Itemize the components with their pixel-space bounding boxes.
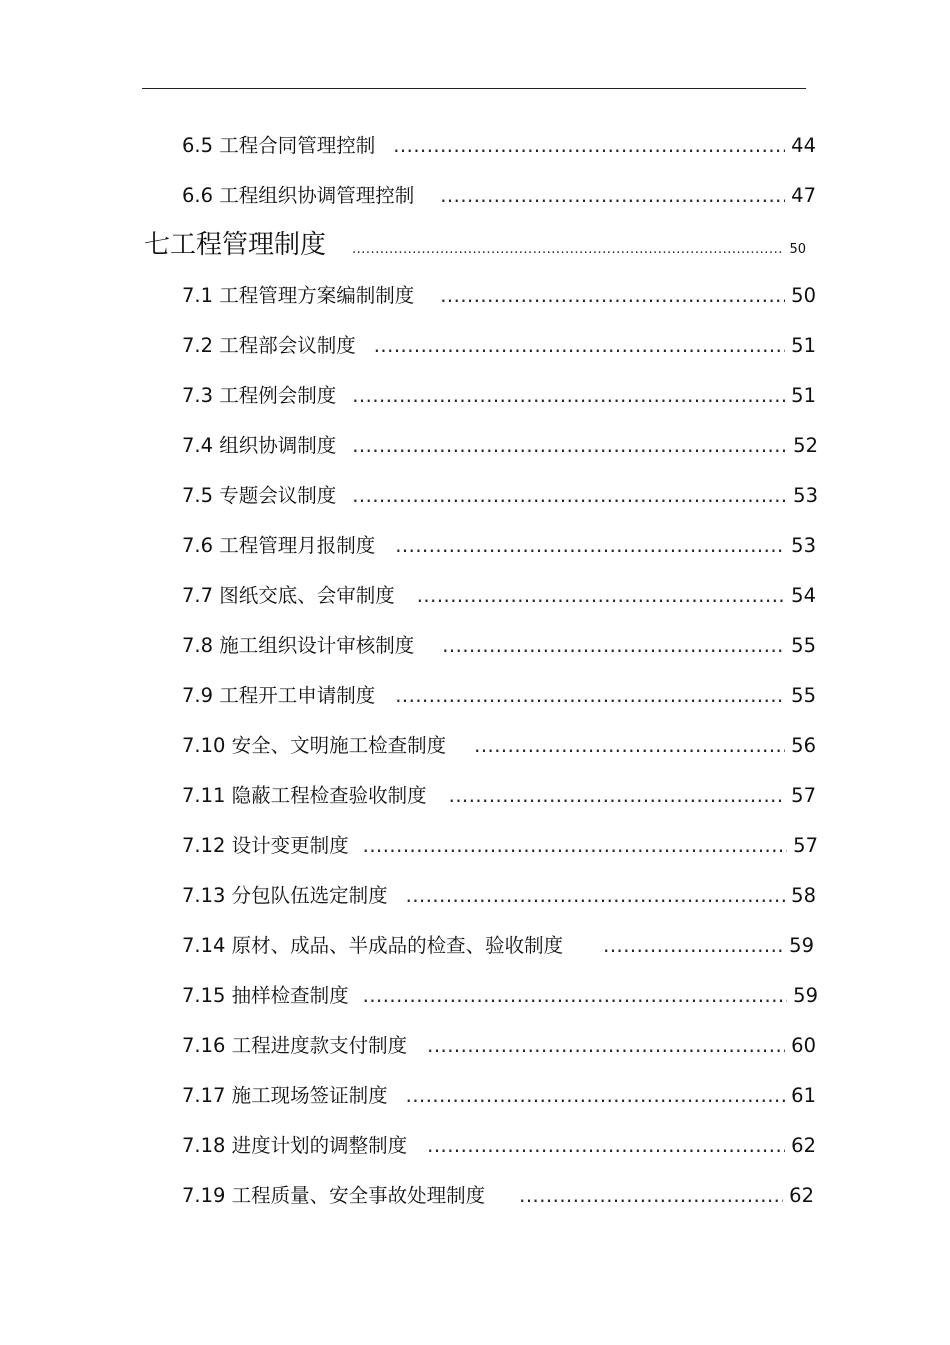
toc-entry-7-11[interactable] — [182, 780, 816, 808]
dot-leader — [406, 884, 786, 907]
toc-entry-title: 6.5 工程合同管理控制 — [182, 134, 376, 157]
toc-entry-title: 6.6 工程组织协调管理控制 — [182, 184, 415, 207]
toc-entry-page: 51 — [791, 334, 816, 357]
dot-leader — [449, 784, 786, 807]
dot-leader — [417, 584, 785, 607]
dot-leader — [352, 434, 787, 457]
dot-leader — [440, 184, 785, 207]
toc-entry-page: 61 — [791, 1084, 816, 1107]
toc-entry-title: 7.8 施工组织设计审核制度 — [182, 634, 415, 657]
toc-entry-title: 7.15 抽样检查制度 — [182, 984, 349, 1007]
dot-leader — [427, 1134, 785, 1157]
toc-entry-page: 44 — [791, 134, 816, 157]
dot-leader — [395, 684, 785, 707]
toc-entry-title: 7.4 组织协调制度 — [182, 434, 337, 457]
toc-entry-page: 62 — [791, 1134, 816, 1157]
toc-entry-page: 53 — [791, 534, 816, 557]
toc-entry-title: 7.16 工程进度款支付制度 — [182, 1034, 408, 1057]
dot-leader — [519, 1184, 783, 1207]
toc-entry-7-19[interactable] — [182, 1180, 814, 1208]
toc-entry-7-12[interactable] — [182, 830, 818, 858]
toc-entry-7-2[interactable] — [182, 330, 816, 358]
toc-entry-7-15[interactable] — [182, 980, 818, 1008]
toc-entry-7-7[interactable] — [182, 580, 816, 608]
toc-entry-title: 7.3 工程例会制度 — [182, 384, 337, 407]
toc-entry-7-3[interactable] — [182, 380, 816, 408]
toc-entry-page: 59 — [789, 934, 814, 957]
toc-entry-7-8[interactable] — [182, 630, 816, 658]
dot-leader — [440, 284, 785, 307]
toc-entry-7-1[interactable] — [182, 280, 816, 308]
toc-entry-title: 7.6 工程管理月报制度 — [182, 534, 376, 557]
dot-leader — [427, 1034, 785, 1057]
toc-entry-7-5[interactable] — [182, 480, 818, 508]
toc-entry-7-6[interactable] — [182, 530, 816, 558]
dot-leader — [474, 734, 785, 757]
dot-leader — [406, 1084, 786, 1107]
toc-entry-title: 7.13 分包队伍选定制度 — [182, 884, 388, 907]
dot-leader — [442, 634, 785, 657]
dot-leader — [352, 484, 787, 507]
chapter-number: 七 — [144, 230, 171, 260]
dot-leader — [603, 934, 783, 957]
dot-leader — [374, 334, 785, 357]
toc-entry-7-14[interactable] — [182, 930, 814, 958]
toc-entry-page: 52 — [793, 434, 818, 457]
toc-entry-page: 55 — [791, 684, 816, 707]
toc-entry-page: 57 — [793, 834, 818, 857]
toc-entry-title: 7.1 工程管理方案编制制度 — [182, 284, 415, 307]
toc-entry-page: 62 — [789, 1184, 814, 1207]
toc-entry-7-18[interactable] — [182, 1130, 816, 1158]
dot-leader — [363, 984, 788, 1007]
dot-leader — [395, 534, 785, 557]
toc-entry-7-4[interactable] — [182, 430, 818, 458]
chapter-page: 50 — [789, 242, 806, 257]
toc-entry-page: 56 — [791, 734, 816, 757]
toc-entry-page: 59 — [793, 984, 818, 1007]
toc-entry-6-6[interactable] — [182, 180, 816, 208]
chapter-title: 工程管理制度 — [170, 230, 327, 260]
dot-leader — [393, 134, 785, 157]
toc-entry-7-13[interactable] — [182, 880, 816, 908]
toc-entry-7-10[interactable] — [182, 730, 816, 758]
toc-entry-page: 51 — [791, 384, 816, 407]
toc-entry-title: 7.18 进度计划的调整制度 — [182, 1134, 408, 1157]
toc-entry-7-16[interactable] — [182, 1030, 816, 1058]
dot-leader — [352, 384, 785, 407]
toc-entry-title: 7.17 施工现场签证制度 — [182, 1084, 388, 1107]
toc-entry-title: 7.7 图纸交底、会审制度 — [182, 584, 395, 607]
toc-entry-page: 54 — [791, 584, 816, 607]
toc-entry-title: 7.11 隐蔽工程检查验收制度 — [182, 784, 427, 807]
toc-entry-title: 7.9 工程开工申请制度 — [182, 684, 376, 707]
toc-entry-title: 7.10 安全、文明施工检查制度 — [182, 734, 447, 757]
toc-entry-page: 60 — [791, 1034, 816, 1057]
toc-chapter-7[interactable] — [144, 224, 806, 261]
toc-entry-page: 47 — [791, 184, 816, 207]
toc-entry-title: 7.14 原材、成品、半成品的检查、验收制度 — [182, 934, 564, 957]
toc-entry-7-9[interactable] — [182, 680, 816, 708]
toc-entry-page: 57 — [791, 784, 816, 807]
toc-entry-page: 58 — [791, 884, 816, 907]
dot-leader — [352, 242, 783, 257]
toc-entry-title: 7.19 工程质量、安全事故处理制度 — [182, 1184, 486, 1207]
toc-entry-6-5[interactable] — [182, 130, 816, 158]
toc-entry-title: 7.2 工程部会议制度 — [182, 334, 356, 357]
toc-entry-7-17[interactable] — [182, 1080, 816, 1108]
toc-entry-page: 50 — [791, 284, 816, 307]
toc-entry-page: 53 — [793, 484, 818, 507]
toc-entry-title: 7.5 专题会议制度 — [182, 484, 337, 507]
toc-entry-title: 7.12 设计变更制度 — [182, 834, 349, 857]
dot-leader — [363, 834, 788, 857]
toc-entry-page: 55 — [791, 634, 816, 657]
